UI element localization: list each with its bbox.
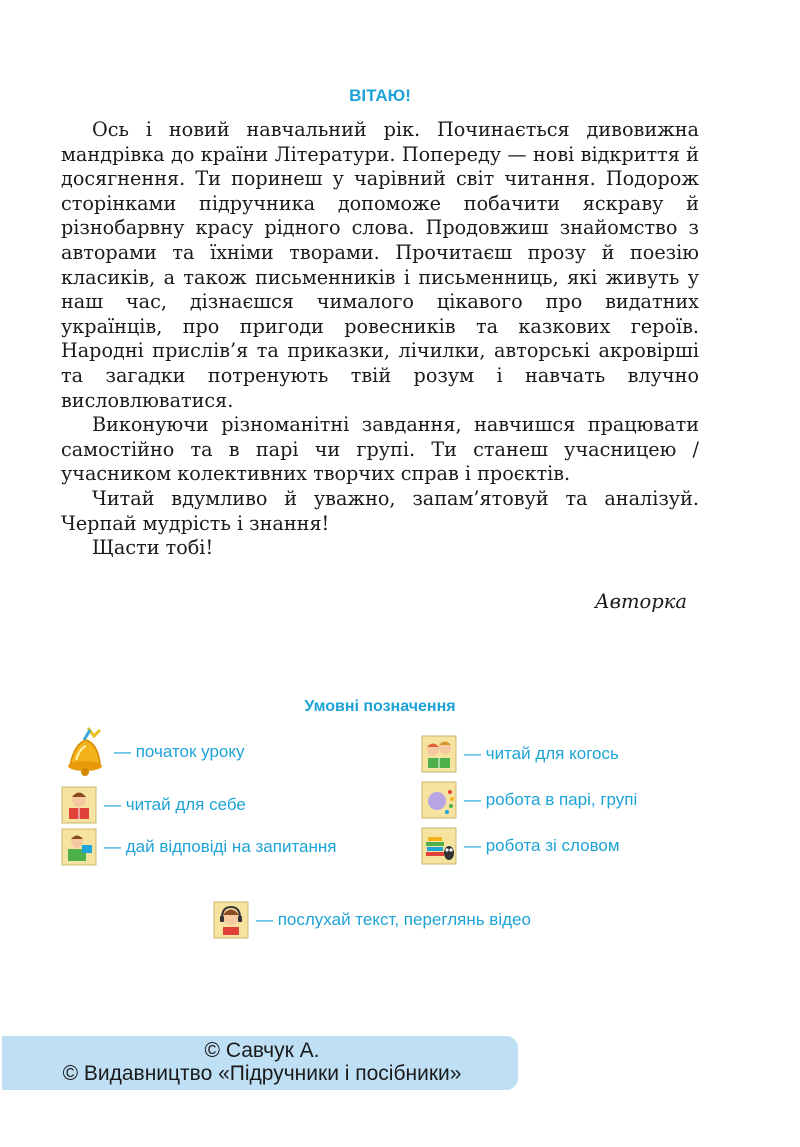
paragraph: Ось і новий навчальний рік. Починається дивовижна мандрівка до країни Літератури. Попереду — нові відкриття й досягнення. Ти поринеш у чарівний світ читання. Подорож сторінками підручника допоможе побачити яскраву й різнобарвну красу рідного слова. Продовжиш знайомство з авторами та їхніми творами. Прочитаєш прозу й поезію класиків, а також письменників і письменниць, які живуть у наш час, дізнаєшся чималого цікавого про видатних українців, про пригоди ровесників та казкових героїв. Народні прислів’я та приказки, лічилки, авторські акровірші та загадки потренують твій розум і навчать влучно висловлюватися. <box>61 118 699 412</box>
read-for-self-icon <box>60 785 98 825</box>
legend-label: — читай для себе <box>104 795 246 814</box>
read-for-others-icon <box>420 734 458 774</box>
legend-label: — послухай текст, переглянь відео <box>256 910 531 929</box>
legend-item-answer-questions <box>60 827 336 867</box>
word-work-icon <box>420 826 458 866</box>
legend-item-read-for-self <box>60 785 246 825</box>
legend-label: — читай для когось <box>464 744 619 763</box>
copyright-box <box>2 1036 518 1090</box>
legend-item-lesson-start <box>60 726 245 778</box>
legend-label: — дай відповіді на запитання <box>104 837 337 856</box>
legend-item-read-for-others <box>420 734 619 774</box>
paragraph: Щасти тобі! <box>92 536 214 560</box>
legend-item-listen-watch <box>212 900 531 940</box>
bell-icon <box>60 726 108 778</box>
legend-item-word-work <box>420 826 620 866</box>
greeting-text <box>61 118 699 561</box>
greeting-title: ВІТАЮ! <box>349 86 411 105</box>
legend-label: — робота в парі, групі <box>464 790 638 809</box>
signature: Авторка <box>594 590 687 613</box>
paragraph: Виконуючи різноманітні завдання, навчишся працювати самостійно та в парі чи групі. Ти станеш учасницею / учасником колективних творчих справ і проєктів. <box>61 413 699 486</box>
listen-watch-icon <box>212 900 250 940</box>
answer-questions-icon <box>60 827 98 867</box>
legend-label: — початок уроку <box>114 742 245 761</box>
legend-label: — робота зі словом <box>464 836 620 855</box>
copyright-author: © Савчук А. <box>204 1039 320 1062</box>
pair-group-work-icon <box>420 780 458 820</box>
paragraph: Читай вдумливо й уважно, запам’ятовуй та аналізуй. Черпай мудрість і знання! <box>61 486 699 535</box>
copyright-publisher: © Видавництво «Підручники і посібники» <box>62 1062 462 1085</box>
legend-title: Умовні позначення <box>304 698 456 715</box>
legend-item-pair-group-work <box>420 780 637 820</box>
